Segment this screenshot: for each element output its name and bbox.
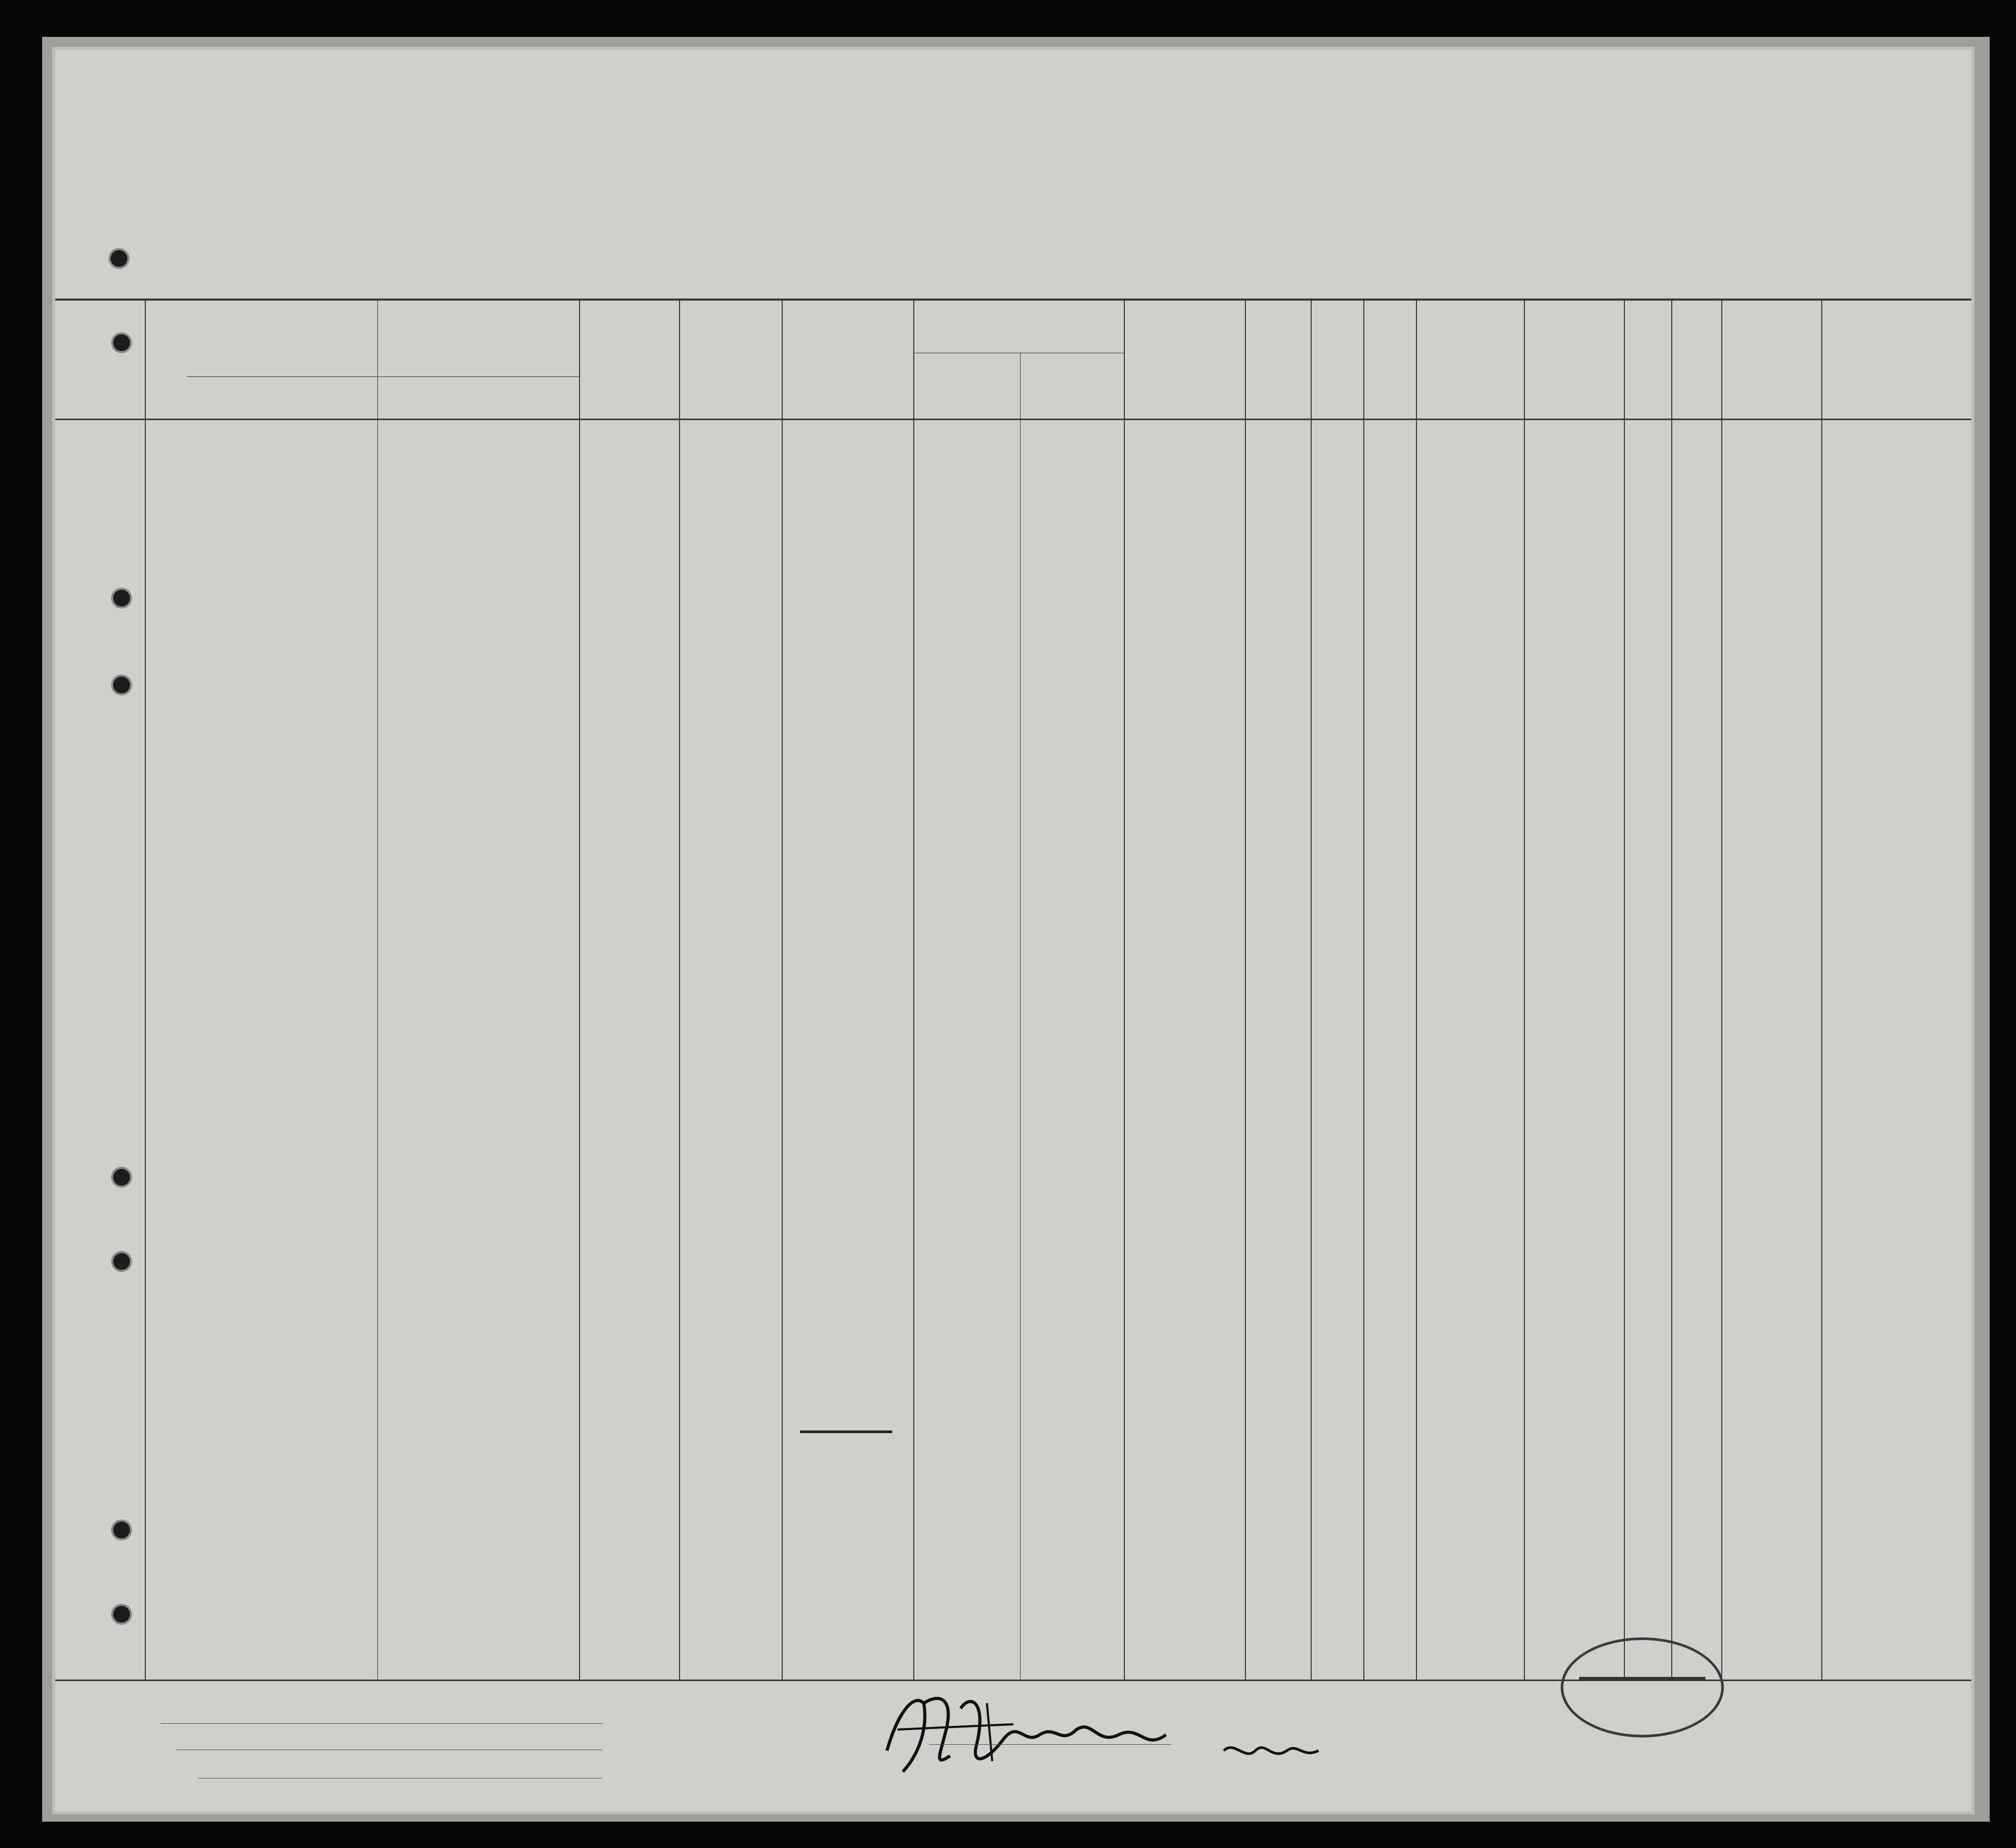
punch-hole-icon bbox=[113, 677, 130, 693]
col-divider bbox=[1721, 299, 1722, 1681]
col-divider bbox=[1624, 299, 1625, 1681]
manifest-sheet bbox=[55, 50, 1971, 1811]
col-divider bbox=[679, 299, 680, 1681]
punch-hole-icon bbox=[113, 1169, 130, 1186]
stamp-date bbox=[1579, 1677, 1705, 1680]
inspector-signature bbox=[866, 1672, 1340, 1793]
punch-hole-icon bbox=[113, 1606, 130, 1623]
vessel-line bbox=[276, 261, 1740, 292]
punch-hole-icon bbox=[113, 590, 130, 607]
col-divider bbox=[1821, 299, 1822, 1681]
punch-hole-icon bbox=[113, 1522, 130, 1538]
col-divider bbox=[145, 299, 146, 1681]
table-top-border bbox=[55, 299, 1971, 301]
col-divider bbox=[377, 299, 378, 1681]
office-stamp bbox=[1561, 1637, 1724, 1737]
col-divider bbox=[579, 299, 580, 1681]
col-divider bbox=[1311, 299, 1312, 1681]
col-divider bbox=[913, 299, 914, 1681]
punch-hole-icon bbox=[113, 1253, 130, 1270]
strike-through bbox=[800, 1430, 892, 1433]
line-rule bbox=[161, 1723, 603, 1724]
col-divider bbox=[1020, 353, 1021, 1681]
col-divider bbox=[1416, 299, 1417, 1681]
punch-hole-icon bbox=[111, 250, 127, 267]
table-header-border bbox=[55, 419, 1971, 420]
col-divider bbox=[1363, 299, 1364, 1681]
inspector-rule bbox=[929, 1744, 1171, 1745]
name-subhead-rule bbox=[187, 376, 579, 377]
punch-hole-icon bbox=[113, 334, 130, 351]
agents-rule bbox=[197, 1778, 603, 1779]
col-divider bbox=[1124, 299, 1125, 1681]
col-divider bbox=[1671, 299, 1672, 1681]
col-divider bbox=[1245, 299, 1246, 1681]
col-divider bbox=[782, 299, 783, 1681]
col-divider bbox=[1524, 299, 1525, 1681]
